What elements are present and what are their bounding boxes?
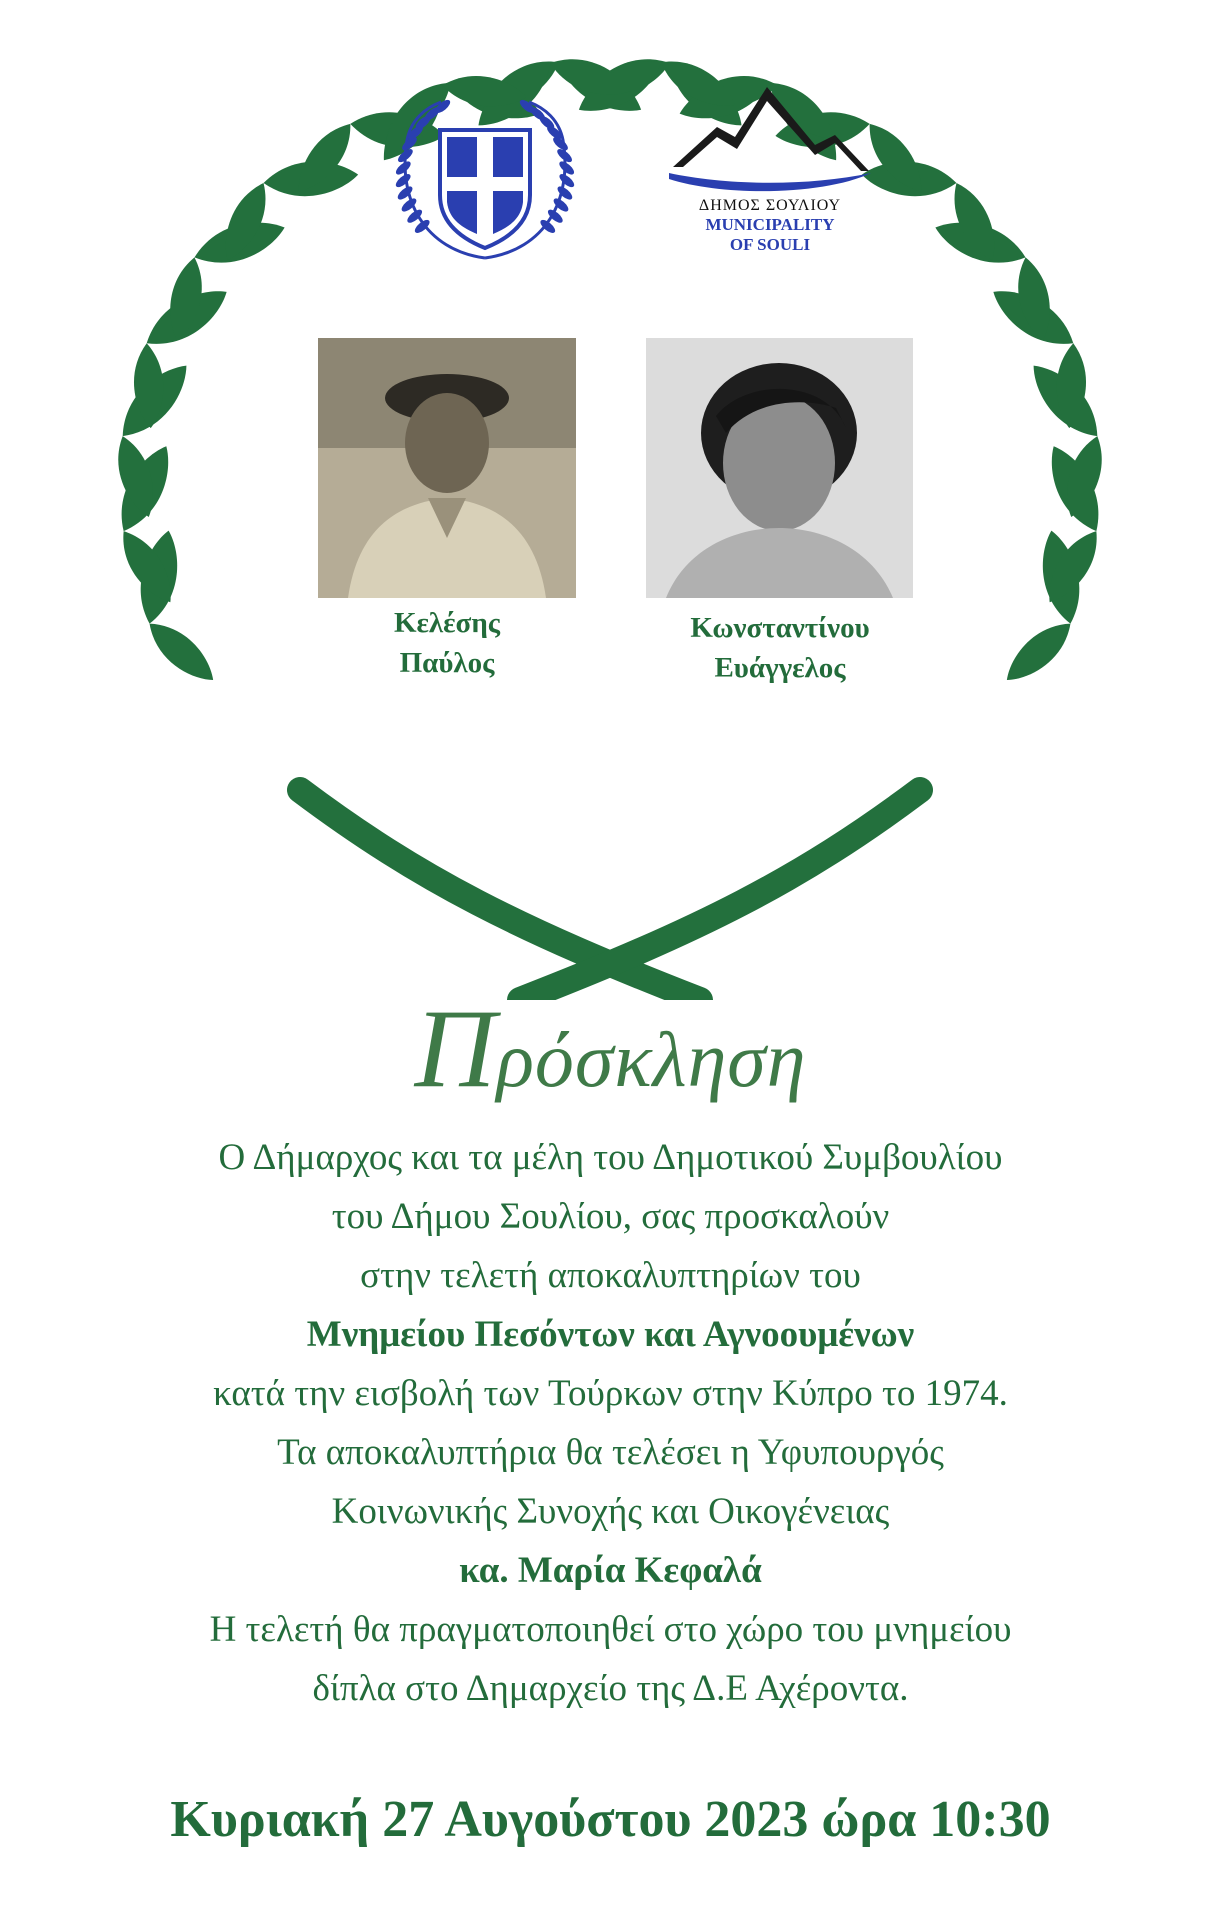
coat-of-arms-logo bbox=[385, 80, 585, 280]
body-line-9: Η τελετή θα πραγματοποιηθεί στο χώρο του μνημείου bbox=[209, 1609, 1012, 1650]
honoree-2-first-name: Ευάγγελος bbox=[714, 652, 846, 684]
body-line-1: Ο Δήμαρχος και τα μέλη του Δημοτικού Συμβουλίου bbox=[218, 1137, 1003, 1178]
honoree-photo-young-man bbox=[646, 338, 913, 598]
honoree-1-surname: Κελέσης bbox=[393, 607, 501, 639]
municipality-name-english-1: MUNICIPALITY bbox=[705, 215, 835, 234]
laurel-stem bbox=[300, 790, 700, 1000]
event-date: Κυριακή 27 Αυγούστου 2023 ώρα 10:30 bbox=[170, 1791, 1051, 1848]
body-line-2: του Δήμου Σουλίου, σας προσκαλούν bbox=[331, 1196, 890, 1237]
coat-of-arms-leaf bbox=[557, 159, 576, 177]
deputy-minister-name: κα. Μαρία Κεφαλά bbox=[459, 1550, 762, 1591]
honoree-name-1 bbox=[318, 603, 576, 683]
mountain-river-logo-icon bbox=[665, 75, 875, 195]
invitation-body bbox=[20, 1128, 1201, 1718]
heading-rest: ρόσκληση bbox=[496, 1016, 807, 1103]
invitation-heading bbox=[0, 985, 1221, 1114]
honoree-1-first-name: Παύλος bbox=[399, 647, 495, 679]
body-line-7: Κοινωνικής Συνοχής και Οικογένειας bbox=[331, 1491, 890, 1532]
laurel-leaf bbox=[997, 613, 1080, 691]
body-line-10: δίπλα στο Δημαρχείο της Δ.Ε Αχέροντα. bbox=[312, 1668, 909, 1709]
body-line-6: Τα αποκαλυπτήρια θα τελέσει η Υφυπουργός bbox=[277, 1432, 944, 1473]
honoree-photo-soldier bbox=[318, 338, 576, 598]
municipality-name-english-2: OF SOULI bbox=[729, 235, 811, 254]
honoree-name-2 bbox=[630, 608, 930, 688]
honoree-2-surname: Κωνσταντίνου bbox=[690, 612, 870, 644]
greek-coat-of-arms-icon bbox=[385, 80, 585, 280]
laurel-leaf bbox=[140, 613, 223, 691]
laurel-stem bbox=[520, 790, 920, 1000]
municipality-name-greek: ΔΗΜΟΣ ΣΟΥΛΙΟΥ bbox=[698, 197, 842, 214]
monument-name: Μνημείου Πεσόντων και Αγνοουμένων bbox=[306, 1314, 915, 1355]
body-line-3: στην τελετή αποκαλυπτηρίων του bbox=[360, 1255, 861, 1296]
heading-initial: Π bbox=[414, 987, 497, 1111]
coat-of-arms-leaf bbox=[394, 159, 413, 177]
body-line-5: κατά την εισβολή των Τούρκων στην Κύπρο το 1974. bbox=[213, 1373, 1008, 1414]
municipality-logo bbox=[660, 75, 880, 275]
